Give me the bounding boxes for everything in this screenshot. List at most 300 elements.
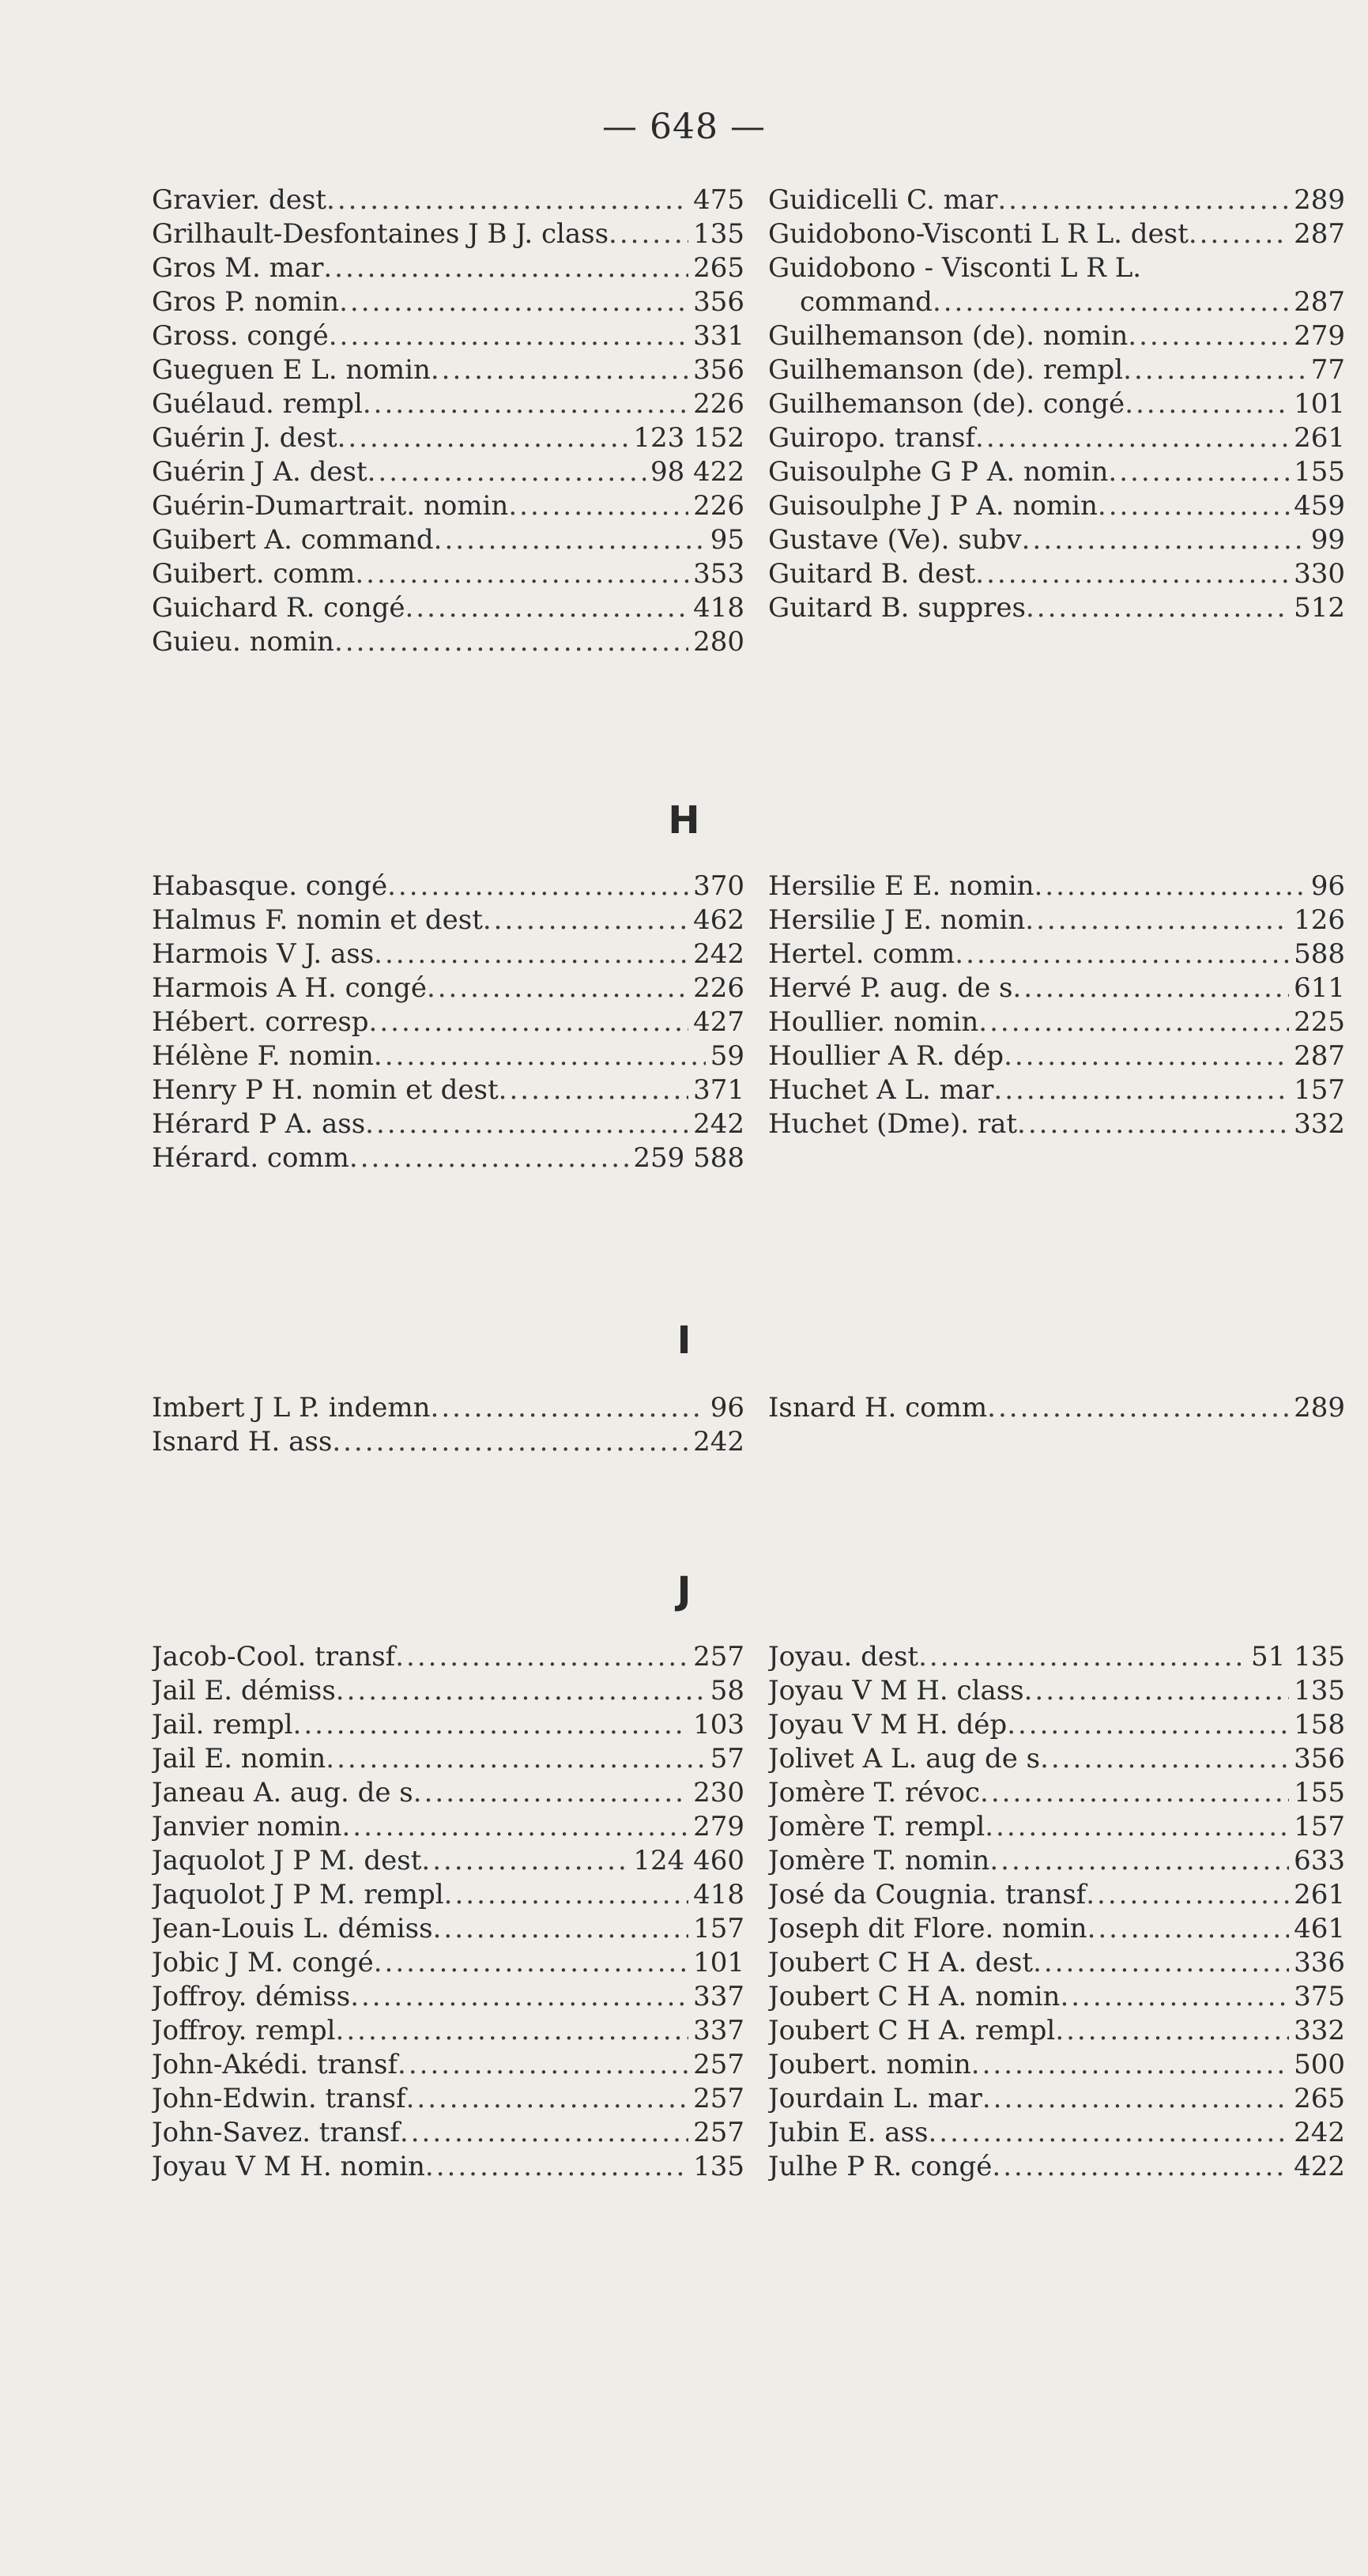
dot-leader (975, 557, 1289, 591)
entry-name: Guérin J A. dest (152, 456, 367, 488)
entry-page-number: 98 422 (650, 456, 744, 488)
dot-leader (508, 489, 688, 523)
entry-page-number: 230 (693, 1777, 744, 1808)
entry-name: command (800, 286, 933, 318)
entry-name: Guichard R. congé (152, 592, 405, 624)
entry-name: Jolivet A L. aug de s (768, 1743, 1041, 1775)
entry-page-number: 330 (1294, 558, 1345, 590)
dot-leader (326, 183, 688, 217)
right-column (768, 869, 1345, 1141)
dot-leader (431, 1391, 706, 1425)
index-entry (152, 1674, 744, 1708)
left-column (152, 869, 744, 1175)
section-letter-j: J (676, 1569, 692, 1613)
entry-name: Guilhemanson (de). nomin (768, 320, 1129, 352)
index-entry (152, 971, 744, 1005)
entry-page-number: 331 (693, 320, 744, 352)
entry-name: Jomère T. nomin (768, 1845, 990, 1876)
entry-page-number: 101 (1294, 388, 1345, 420)
entry-page-number: 157 (1294, 1074, 1345, 1106)
dot-leader (609, 217, 688, 251)
entry-page-number: 242 (1294, 2117, 1345, 2148)
entry-name: Hersilie E E. nomin (768, 870, 1034, 902)
entry-name: Isnard H. comm (768, 1392, 988, 1424)
section-letter-i: I (676, 1318, 692, 1363)
dot-leader (992, 2150, 1289, 2184)
entry-name: Halmus F. nomin et dest (152, 904, 483, 936)
entry-name: Guisoulphe J P A. nomin (768, 490, 1098, 522)
entry-name: Gros P. nomin (152, 286, 340, 318)
entry-name: Julhe P R. congé (768, 2151, 993, 2182)
dot-leader (350, 1980, 688, 2014)
index-entry (768, 2116, 1345, 2150)
dot-leader (1026, 591, 1289, 625)
entry-page-number: 462 (693, 904, 744, 936)
entry-page-number: 280 (693, 626, 744, 658)
entry-name: John-Akédi. transf (152, 2049, 398, 2080)
dot-leader (367, 455, 646, 489)
entry-name: Hertel. comm (768, 938, 955, 970)
entry-page-number: 265 (693, 252, 744, 284)
entry-page-number: 337 (693, 2015, 744, 2046)
dot-leader (1007, 1708, 1289, 1742)
dot-leader (982, 2082, 1289, 2116)
entry-name: John-Edwin. transf (152, 2083, 406, 2114)
dot-leader (341, 1810, 688, 1844)
dot-leader (1025, 903, 1289, 937)
dot-leader (332, 1425, 688, 1459)
index-entry (768, 489, 1345, 523)
index-entry (768, 1073, 1345, 1107)
entry-page-number: 95 (710, 524, 744, 556)
entry-page-number: 101 (693, 1947, 744, 1978)
entry-name: Hérard. comm (152, 1142, 349, 1174)
index-entry (768, 1878, 1345, 1912)
entry-name: Joubert C H A. nomin (768, 1981, 1061, 2012)
entry-name: Guiropo. transf (768, 422, 976, 454)
dot-leader (918, 1640, 1246, 1674)
entry-name: Joffroy. démiss (152, 1981, 351, 2012)
entry-page-number: 155 (1294, 1777, 1345, 1808)
index-entry (768, 1742, 1345, 1776)
entry-name: Hersilie J E. nomin (768, 904, 1026, 936)
dot-leader (349, 1141, 628, 1175)
index-entry (152, 1742, 744, 1776)
index-entry (152, 319, 744, 353)
entry-name: Habasque. congé (152, 870, 388, 902)
index-entry (768, 869, 1345, 903)
entry-page-number: 418 (693, 1879, 744, 1910)
entry-name: Harmois A H. congé (152, 972, 427, 1004)
entry-page-number: 500 (1294, 2049, 1345, 2080)
index-entry (152, 1878, 744, 1912)
index-entry (152, 1980, 744, 2014)
dot-leader (293, 1708, 689, 1742)
left-column (152, 1640, 744, 2184)
dot-leader (405, 591, 688, 625)
dot-leader (1017, 1107, 1289, 1141)
entry-page-number: 336 (1294, 1947, 1345, 1978)
index-entry (152, 1640, 744, 1674)
dot-leader (434, 523, 706, 557)
index-entry (768, 421, 1345, 455)
entry-page-number: 157 (693, 1913, 744, 1944)
entry-page-number: 512 (1294, 592, 1345, 624)
dot-leader (933, 285, 1289, 319)
entry-name: Guélaud. rempl (152, 388, 363, 420)
entry-name: Guitard B. dest (768, 558, 976, 590)
dot-leader (326, 1742, 705, 1776)
entry-page-number: 96 (1310, 870, 1345, 902)
entry-name: Jail E. nomin (152, 1743, 326, 1775)
index-entry (152, 421, 744, 455)
entry-page-number: 242 (693, 938, 744, 970)
index-entry (768, 937, 1345, 971)
dot-leader (339, 285, 688, 319)
entry-page-number: 77 (1310, 354, 1345, 386)
entry-name: Joseph dit Flore. nomin (768, 1913, 1087, 1944)
index-entry (768, 353, 1345, 387)
entry-name: Grilhault-Desfontaines J B J. class (152, 218, 609, 250)
dot-leader (387, 869, 688, 903)
dot-leader (374, 1039, 706, 1073)
entry-name: Jomère T. rempl (768, 1811, 985, 1842)
index-entry (768, 971, 1345, 1005)
entry-page-number: 99 (1310, 524, 1345, 556)
index-entry (768, 1674, 1345, 1708)
entry-page-number: 158 (1294, 1709, 1345, 1741)
entry-name: Janeau A. aug. de s (152, 1777, 413, 1808)
dot-leader (975, 421, 1289, 455)
left-column (152, 183, 744, 659)
entry-name: Jomère T. révoc (768, 1777, 981, 1808)
index-entry (768, 523, 1345, 557)
index-entry (768, 557, 1345, 591)
entry-page-number: 356 (1294, 1743, 1345, 1775)
index-entry (152, 2082, 744, 2116)
entry-name: Joyau V M H. class (768, 1675, 1024, 1707)
index-entry (152, 455, 744, 489)
index-entry (768, 251, 1345, 285)
index-entry (152, 625, 744, 659)
entry-name: Guibert A. command (152, 524, 434, 556)
entry-page-number: 57 (710, 1743, 744, 1775)
index-entry (768, 217, 1345, 251)
entry-page-number: 459 (1294, 490, 1345, 522)
dot-leader (1087, 1912, 1290, 1946)
dot-leader (1128, 319, 1289, 353)
entry-page-number: 289 (1294, 184, 1345, 216)
index-entry (768, 1946, 1345, 1980)
entry-page-number: 356 (693, 354, 744, 386)
index-entry (768, 319, 1345, 353)
dot-leader (406, 2082, 689, 2116)
entry-page-number: 337 (693, 1981, 744, 2012)
dot-leader (1125, 387, 1289, 421)
index-entry (768, 903, 1345, 937)
entry-page-number: 51 135 (1251, 1641, 1345, 1673)
dot-leader (1024, 1674, 1289, 1708)
dot-leader (337, 421, 629, 455)
dot-leader (499, 1073, 688, 1107)
index-entry (152, 183, 744, 217)
index-entry (768, 1810, 1345, 1844)
entry-name: John-Savez. transf (152, 2117, 400, 2148)
index-entry (152, 1844, 744, 1878)
dot-leader (425, 2150, 688, 2184)
index-entry (152, 1391, 744, 1425)
entry-page-number: 257 (693, 1641, 744, 1673)
index-entry (152, 1039, 744, 1073)
entry-page-number: 126 (1294, 904, 1345, 936)
entry-name: Guidicelli C. mar (768, 184, 998, 216)
entry-page-number: 279 (1294, 320, 1345, 352)
index-entry (152, 937, 744, 971)
dot-leader (928, 2116, 1289, 2150)
index-entry (768, 2048, 1345, 2082)
dot-leader (483, 903, 688, 937)
entry-name: Imbert J L P. indemn (152, 1392, 431, 1424)
entry-page-number: 422 (1294, 2151, 1345, 2182)
index-entry (768, 1980, 1345, 2014)
entry-page-number: 226 (693, 490, 744, 522)
entry-page-number: 287 (1294, 286, 1345, 318)
index-entry (152, 2014, 744, 2048)
entry-page-number: 611 (1294, 972, 1345, 1004)
index-entry (152, 1776, 744, 1810)
entry-page-number: 123 152 (633, 422, 744, 454)
entry-name: Huchet A L. mar (768, 1074, 994, 1106)
entry-name: Hébert. corresp (152, 1006, 369, 1038)
entry-page-number: 58 (710, 1675, 744, 1707)
entry-name: Joyau V M H. dép (768, 1709, 1008, 1741)
entry-name: Hérard P A. ass (152, 1108, 366, 1140)
index-entry (152, 1912, 744, 1946)
entry-page-number: 155 (1294, 456, 1345, 488)
entry-page-number: 261 (1294, 1879, 1345, 1910)
entry-page-number: 226 (693, 388, 744, 420)
entry-page-number: 279 (693, 1811, 744, 1842)
dot-leader (971, 2048, 1289, 2082)
entry-page-number: 633 (1294, 1845, 1345, 1876)
dot-leader (395, 1640, 688, 1674)
dot-leader (336, 2014, 689, 2048)
dot-leader (323, 251, 688, 285)
entry-page-number: 157 (1294, 1811, 1345, 1842)
dot-leader (1123, 353, 1306, 387)
index-entry (768, 1107, 1345, 1141)
dot-leader (400, 2116, 688, 2150)
index-entry (152, 557, 744, 591)
index-entry (768, 2150, 1345, 2184)
dot-leader (1033, 1946, 1289, 1980)
entry-name: Joubert C H A. rempl (768, 2015, 1056, 2046)
index-entry (152, 251, 744, 285)
dot-leader (997, 183, 1289, 217)
dot-leader (1012, 971, 1289, 1005)
index-entry (152, 1946, 744, 1980)
entry-page-number: 135 (693, 218, 744, 250)
dot-leader (978, 1005, 1289, 1039)
index-entry (768, 591, 1345, 625)
index-entry (152, 869, 744, 903)
index-entry (768, 1912, 1345, 1946)
dot-leader (427, 971, 688, 1005)
index-entry (152, 285, 744, 319)
index-entry (768, 387, 1345, 421)
index-entry (768, 1640, 1345, 1674)
dot-leader (985, 1810, 1289, 1844)
entry-page-number: 588 (1294, 938, 1345, 970)
entry-page-number: 135 (1294, 1675, 1345, 1707)
index-entry (768, 1005, 1345, 1039)
entry-name: Joubert. nomin (768, 2049, 971, 2080)
entry-page-number: 375 (1294, 1981, 1345, 2012)
entry-name: Guilhemanson (de). rempl (768, 354, 1124, 386)
entry-page-number: 265 (1294, 2083, 1345, 2114)
entry-name: Jaquolot J P M. dest (152, 1845, 422, 1876)
entry-name: Jaquolot J P M. rempl (152, 1879, 444, 1910)
dot-leader (374, 937, 688, 971)
entry-name: Harmois V J. ass (152, 938, 375, 970)
dot-leader (980, 1776, 1289, 1810)
entry-page-number: 225 (1294, 1006, 1345, 1038)
dot-leader (369, 1005, 689, 1039)
index-entry (768, 1844, 1345, 1878)
entry-name: Gravier. dest (152, 184, 327, 216)
entry-page-number: 96 (710, 1392, 744, 1424)
dot-leader (993, 1073, 1289, 1107)
entry-name: Guérin-Dumartrait. nomin (152, 490, 509, 522)
index-entry (152, 1425, 744, 1459)
index-entry (768, 183, 1345, 217)
entry-name: Hélène F. nomin (152, 1040, 374, 1072)
dot-leader (987, 1391, 1289, 1425)
dot-leader (1004, 1039, 1289, 1073)
entry-page-number: 259 588 (633, 1142, 744, 1174)
entry-page-number: 353 (693, 558, 744, 590)
entry-page-number: 257 (693, 2117, 744, 2148)
entry-page-number: 59 (710, 1040, 744, 1072)
index-entry (152, 1073, 744, 1107)
dot-leader (336, 1674, 706, 1708)
dot-leader (955, 937, 1289, 971)
entry-name: Gustave (Ve). subv (768, 524, 1022, 556)
entry-name: Guieu. nomin (152, 626, 334, 658)
entry-name: Guitard B. suppres (768, 592, 1026, 624)
entry-page-number: 261 (1294, 422, 1345, 454)
index-entry (152, 217, 744, 251)
index-entry (768, 285, 1345, 319)
entry-page-number: 135 (693, 2151, 744, 2182)
dot-leader (1060, 1980, 1289, 2014)
dot-leader (1040, 1742, 1289, 1776)
entry-name: Guérin J. dest (152, 422, 337, 454)
dot-leader (413, 1776, 688, 1810)
index-entry (152, 903, 744, 937)
entry-page-number: 257 (693, 2083, 744, 2114)
index-entry (152, 489, 744, 523)
entry-page-number: 461 (1294, 1913, 1345, 1944)
index-entry (152, 1708, 744, 1742)
dot-leader (398, 2048, 688, 2082)
entry-page-number: 289 (1294, 1392, 1345, 1424)
entry-page-number: 257 (693, 2049, 744, 2080)
entry-page-number: 124 460 (633, 1845, 744, 1876)
entry-name: José da Cougnia. transf (768, 1879, 1087, 1910)
index-entry (768, 1708, 1345, 1742)
entry-name: Guilhemanson (de). congé (768, 388, 1125, 420)
dot-leader (329, 319, 688, 353)
index-entry (152, 1141, 744, 1175)
entry-name: Jail. rempl (152, 1709, 293, 1741)
index-entry (152, 523, 744, 557)
dot-leader (1086, 1878, 1289, 1912)
dot-leader (374, 1946, 688, 1980)
entry-name: Joubert C H A. dest (768, 1947, 1034, 1978)
entry-page-number: 371 (693, 1074, 744, 1106)
index-entry (152, 1005, 744, 1039)
entry-page-number: 287 (1294, 218, 1345, 250)
dot-leader (989, 1844, 1289, 1878)
entry-name: Jubin E. ass (768, 2117, 929, 2148)
index-entry (768, 1776, 1345, 1810)
index-entry (152, 1107, 744, 1141)
entry-page-number: 242 (693, 1108, 744, 1140)
index-entry (152, 2150, 744, 2184)
entry-name: Guidobono-Visconti L R L. dest (768, 218, 1189, 250)
right-column (768, 183, 1345, 625)
index-entry (768, 2014, 1345, 2048)
index-entry (152, 2116, 744, 2150)
entry-name: Houllier A R. dép (768, 1040, 1004, 1072)
page-number: — 648 — (602, 107, 766, 147)
entry-page-number: 427 (693, 1006, 744, 1038)
entry-page-number: 242 (693, 1426, 744, 1458)
index-entry (768, 455, 1345, 489)
entry-page-number: 332 (1294, 1108, 1345, 1140)
dot-leader (1055, 2014, 1289, 2048)
entry-page-number: 475 (693, 184, 744, 216)
right-column (768, 1640, 1345, 2184)
dot-leader (444, 1878, 688, 1912)
entry-name: Joyau. dest (768, 1641, 919, 1673)
dot-leader (1189, 217, 1289, 251)
entry-name: Guibert. comm (152, 558, 356, 590)
entry-name: Gross. congé (152, 320, 329, 352)
entry-name: Guisoulphe G P A. nomin (768, 456, 1109, 488)
section-letter-h: H (668, 798, 700, 843)
entry-name: Huchet (Dme). rat (768, 1108, 1018, 1140)
dot-leader (334, 625, 688, 659)
index-entry (768, 2082, 1345, 2116)
entry-name: Joffroy. rempl (152, 2015, 336, 2046)
index-entry (152, 353, 744, 387)
entry-name: Isnard H. ass (152, 1426, 333, 1458)
entry-page-number: 103 (693, 1709, 744, 1741)
entry-name: Jobic J M. congé (152, 1947, 374, 1978)
entry-name: Guidobono - Visconti L R L. (768, 252, 1142, 284)
entry-page-number: 332 (1294, 2015, 1345, 2046)
dot-leader (355, 557, 688, 591)
dot-leader (365, 1107, 688, 1141)
dot-leader (1034, 869, 1306, 903)
right-column (768, 1391, 1345, 1425)
entry-name: Jourdain L. mar (768, 2083, 982, 2114)
index-entry (152, 1810, 744, 1844)
entry-name: Jail E. démiss (152, 1675, 336, 1707)
entry-name: Henry P H. nomin et dest (152, 1074, 499, 1106)
